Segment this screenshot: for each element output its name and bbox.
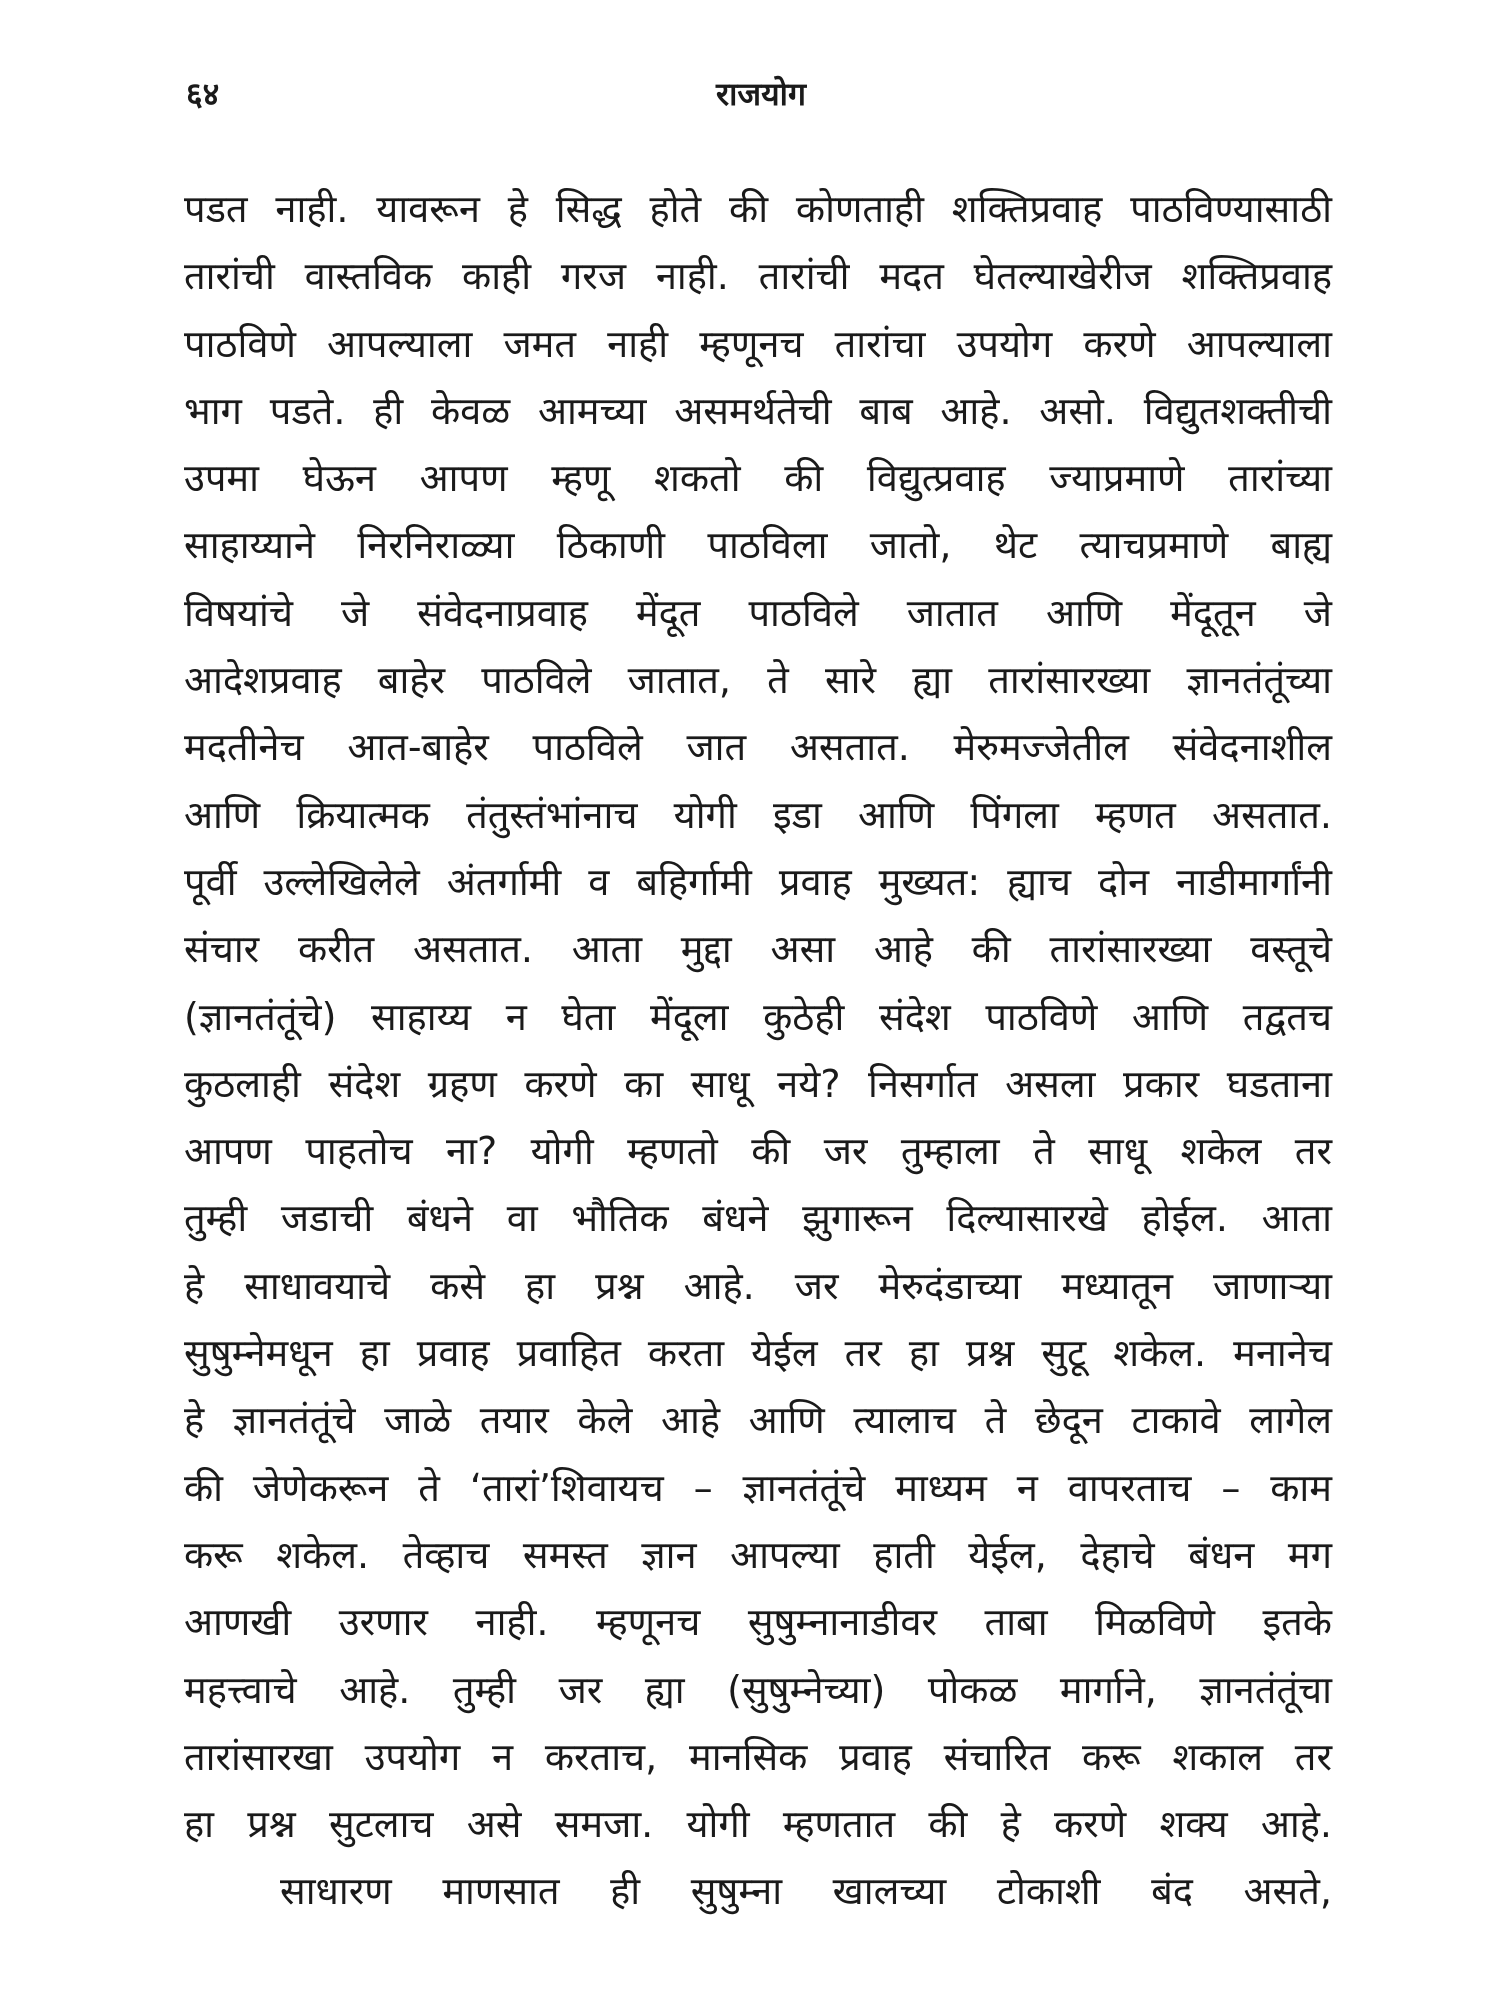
- text-line: उपमा घेऊन आपण म्हणू शकतो की विद्युत्प्रवाह ज्याप्रमाणे तारांच्या: [184, 456, 1332, 501]
- text-line: महत्त्वाचे आहे. तुम्ही जर ह्या (सुषुम्नेच्या) पोकळ मार्गाने, ज्ञानतंतूंचा: [184, 1667, 1332, 1712]
- running-title: राजयोग: [716, 75, 806, 113]
- text-line: मदतीनेच आत-बाहेर पाठविले जात असतात. मेरुमज्जेतील संवेदनाशील: [184, 725, 1332, 770]
- text-line: आणखी उरणार नाही. म्हणूनच सुषुम्नानाडीवर ताबा मिळविणे इतके: [184, 1600, 1332, 1645]
- body-text: [184, 176, 1332, 1926]
- text-line-paragraph-start: साधारण माणसात ही सुषुम्ना खालच्या टोकाशी बंद असते,: [280, 1869, 1332, 1914]
- text-line: साहाय्याने निरनिराळ्या ठिकाणी पाठविला जातो, थेट त्याचप्रमाणे बाह्य: [184, 523, 1332, 568]
- text-line: विषयांचे जे संवेदनाप्रवाह मेंदूत पाठविले जातात आणि मेंदूतून जे: [184, 590, 1332, 635]
- text-line: तारांची वास्तविक काही गरज नाही. तारांची मदत घेतल्याखेरीज शक्तिप्रवाह: [184, 254, 1332, 299]
- text-line: भाग पडते. ही केवळ आमच्या असमर्थतेची बाब आहे. असो. विद्युतशक्तीची: [184, 388, 1332, 433]
- text-line: संचार करीत असतात. आता मुद्दा असा आहे की तारांसारख्या वस्तूचे: [184, 927, 1332, 972]
- text-line: हे साधावयाचे कसे हा प्रश्न आहे. जर मेरुदंडाच्या मध्यातून जाणाऱ्या: [184, 1263, 1332, 1308]
- text-line: पडत नाही. यावरून हे सिद्ध होते की कोणताही शक्तिप्रवाह पाठविण्यासाठी: [184, 187, 1332, 231]
- text-line: (ज्ञानतंतूंचे) साहाय्य न घेता मेंदूला कुठेही संदेश पाठविणे आणि तद्वतच: [184, 994, 1332, 1039]
- text-line: आणि क्रियात्मक तंतुस्तंभांनाच योगी इडा आणि पिंगला म्हणत असतात.: [184, 792, 1332, 837]
- text-line: पाठविणे आपल्याला जमत नाही म्हणूनच तारांचा उपयोग करणे आपल्याला: [184, 321, 1332, 366]
- text-line: कुठलाही संदेश ग्रहण करणे का साधू नये? निसर्गात असला प्रकार घडताना: [184, 1061, 1332, 1106]
- text-line: करू शकेल. तेव्हाच समस्त ज्ञान आपल्या हाती येईल, देहाचे बंधन मग: [184, 1532, 1332, 1577]
- text-line: पूर्वी उल्लेखिलेले अंतर्गामी व बहिर्गामी प्रवाह मुख्यत: ह्याच दोन नाडीमार्गांनी: [184, 859, 1332, 904]
- text-line: सुषुम्नेमधून हा प्रवाह प्रवाहित करता येईल तर हा प्रश्न सुटू शकेल. मनानेच: [184, 1331, 1332, 1376]
- text-line: हे ज्ञानतंतूंचे जाळे तयार केले आहे आणि त्यालाच ते छेदून टाकावे लागेल: [184, 1398, 1332, 1443]
- text-line: हा प्रश्न सुटलाच असे समजा. योगी म्हणतात की हे करणे शक्य आहे.: [184, 1802, 1332, 1847]
- text-line: तारांसारखा उपयोग न करताच, मानसिक प्रवाह संचारित करू शकाल तर: [184, 1734, 1332, 1779]
- text-line: तुम्ही जडाची बंधने वा भौतिक बंधने झुगारून दिल्यासारखे होईल. आता: [184, 1196, 1332, 1241]
- page-number: ६४: [186, 75, 220, 113]
- text-line: आदेशप्रवाह बाहेर पाठविले जातात, ते सारे ह्या तारांसारख्या ज्ञानतंतूंच्या: [184, 658, 1332, 703]
- page-header: [186, 72, 1336, 122]
- text-line: की जेणेकरून ते ‘तारां’शिवायच – ज्ञानतंतूंचे माध्यम न वापरताच – काम: [184, 1465, 1332, 1510]
- text-line: आपण पाहतोच ना? योगी म्हणतो की जर तुम्हाला ते साधू शकेल तर: [184, 1129, 1332, 1174]
